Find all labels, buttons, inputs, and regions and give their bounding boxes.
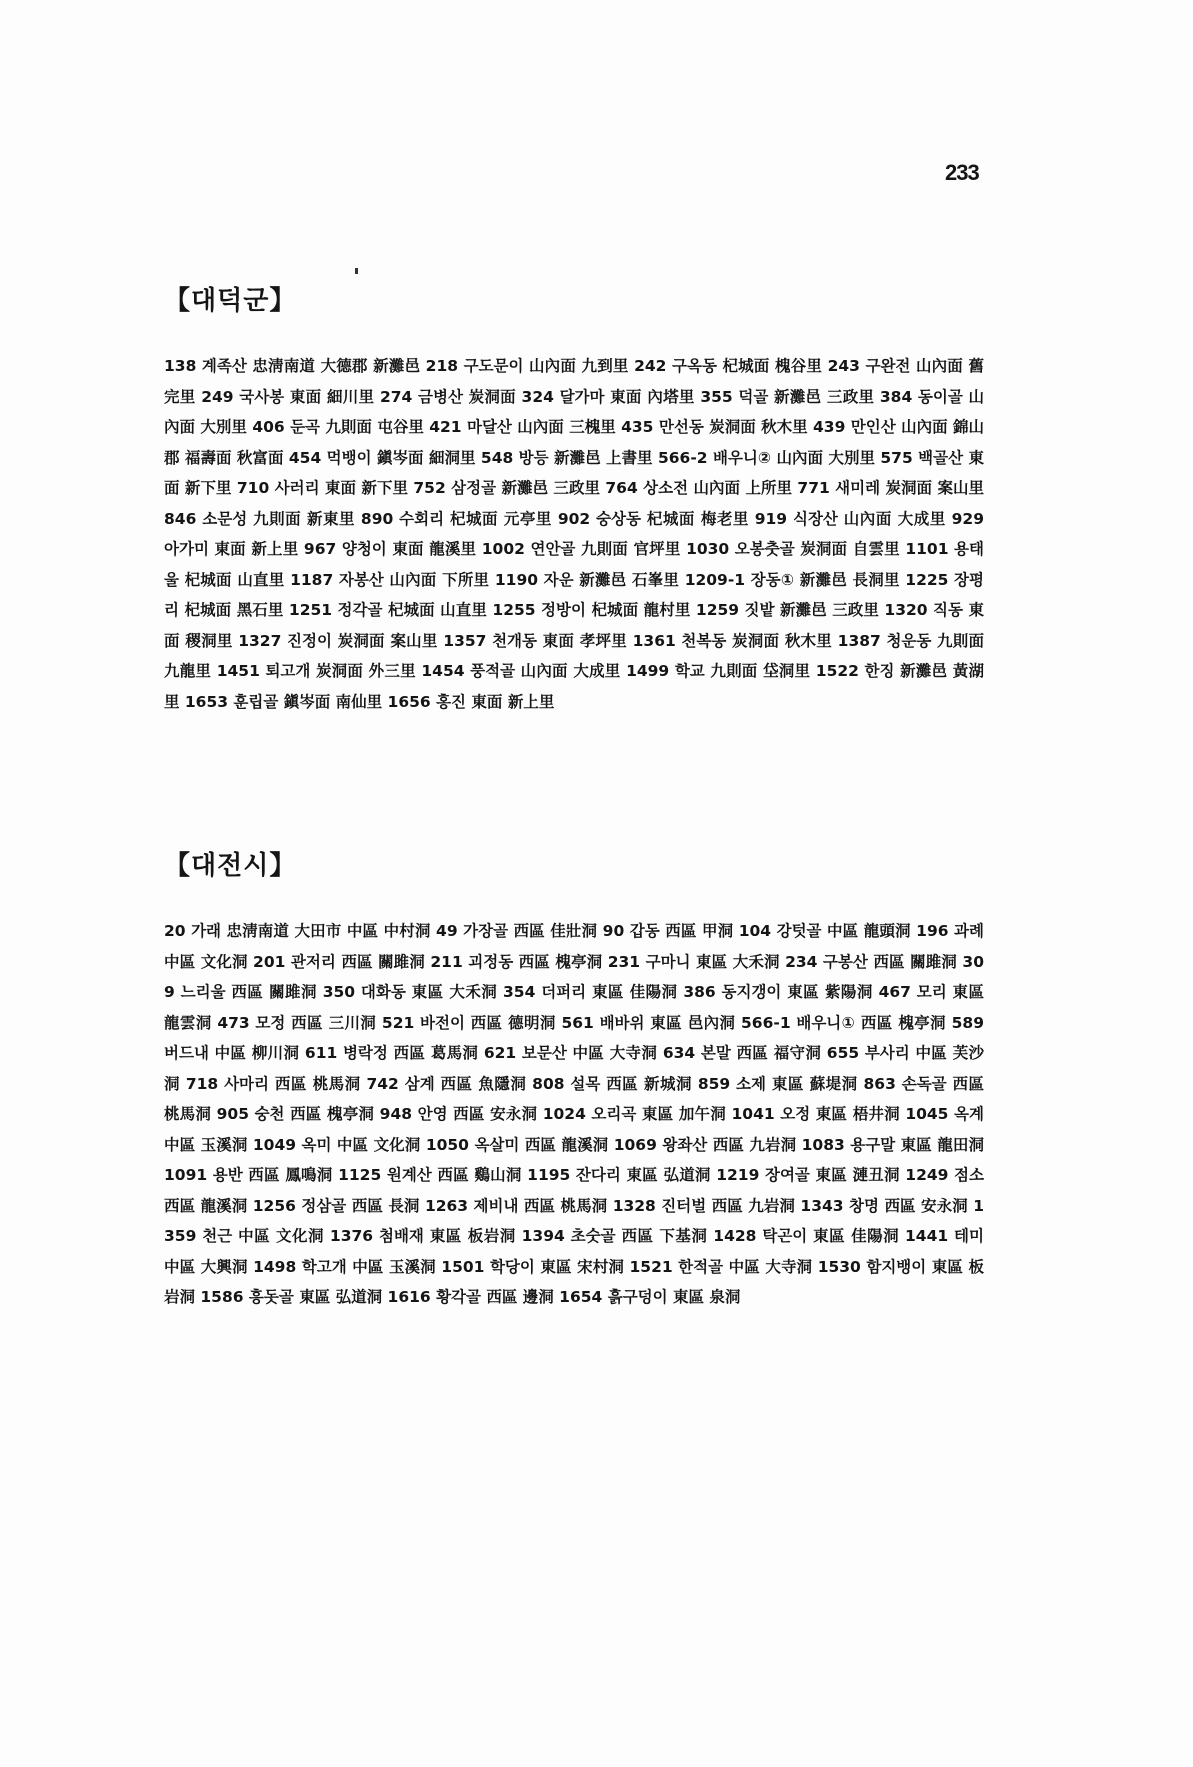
section-body: 20 가래 忠淸南道 大田市 中區 中村洞 49 가장골 西區 佳壯洞 90 갑동 西區 甲洞 104 강텃골 中區 龍頭洞 196 과례 中區 文化洞 201 관저리 西區 關雎洞 211 괴정동 西區 槐亭洞 231 구마니 東區 大禾洞 234 구봉산 西區 關雎洞 309 느리울 西區 關雎洞 350 대화동 東區 大禾洞 354 더퍼리 東區 佳陽洞 386 동지갱이 東區 紫陽洞 467 모리 東區 龍雲洞 473 모정 西區 三川洞 521 바전이 西區 德明洞 561 배바위 東區 邑內洞 566-1 배우니① 西區 槐亭洞 589 버드내 中區 柳川洞 611 병락정 西區 葛馬洞 621 보문산 中區 大寺洞 634 본말 西區 福守洞 655 부사리 中區 芙沙洞 718 사마리 西區 桃馬洞 742 삼계 西區 魚隱洞 808 설목 西區 新城洞 859 소제 東區 蘇堤洞 863 손독골 西區 桃馬洞 905 숭천 西區 槐亭洞 948 안영 西區 安永洞 1024 오리곡 東區 加午洞 1041 오정 東區 梧井洞 1045 옥계 中區 玉溪洞 1049 옥미 中區 文化洞 1050 옥살미 西區 龍溪洞 1069 왕좌산 西區 九岩洞 1083 용구말 東區 龍田洞 1091 용반 西區 鳳鳴洞 1125 원계산 西區 鷄山洞 1195 잔다리 東區 弘道洞 1219 장여골 東區 漣丑洞 1249 점소 西區 龍溪洞 1256 정삼골 西區 長洞 1263 제비내 西區 桃馬洞 1328 진터벌 西區 九岩洞 1343 창명 西區 安永洞 1359 천근 中區 文化洞 1376 첨배재 東區 板岩洞 1394 초숫골 西區 下基洞 1428 탁곤이 東區 佳陽洞 1441 테미 中區 大興洞 1498 학고개 中區 玉溪洞 1501 학당이 東區 宋村洞 1521 한적골 中區 大寺洞 1530 함지뱅이 東區 板岩洞 1586 흥돗골 東區 弘道洞 1616 황각골 西區 邊洞 1654 흙구덩이 東區 泉洞: [164, 922, 984, 1306]
section-daejeon-si: [164, 845, 984, 1313]
section-daedeok-gun: [164, 280, 984, 717]
section-body: 138 계족산 忠淸南道 大德郡 新灘邑 218 구도문이 山內面 九到里 242 구옥동 杞城面 槐谷里 243 구완전 山內面 舊完里 249 국사봉 東面 細川里 274 금병산 炭洞面 324 달가마 東面 內塔里 355 덕골 新灘邑 三政里 384 동이골 山內面 大別里 406 둔곡 九則面 屯谷里 421 마달산 山內面 三槐里 435 만선동 炭洞面 秋木里 439 만인산 山內面 錦山郡 福壽面 秋富面 454 먹뱅이 鎭岑面 細洞里 548 방등 新灘邑 上書里 566-2 배우니② 山內面 大別里 575 백골산 東面 新下里 710 사러리 東面 新下里 752 삼정골 新灘邑 三政里 764 상소전 山內面 上所里 771 새미레 炭洞面 案山里 846 소문성 九則面 新東里 890 수회리 杞城面 元亭里 902 숭상동 杞城面 梅老里 919 식장산 山內面 大成里 929 아가미 東面 新上里 967 양청이 東面 龍溪里 1002 연안골 九則面 官坪里 1030 오봉춧골 炭洞面 自雲里 1101 용태울 杞城面 山直里 1187 자봉산 山內面 下所里 1190 자운 新灘邑 石峯里 1209-1 장동① 新灘邑 長洞里 1225 장평리 杞城面 黑石里 1251 정각골 杞城面 山直里 1255 정방이 杞城面 龍村里 1259 짓밭 新灘邑 三政里 1320 직동 東面 稷洞里 1327 진정이 炭洞面 案山里 1357 천개동 東面 孝坪里 1361 천복동 炭洞面 秋木里 1387 청운동 九則面 九龍里 1451 퇴고개 炭洞面 外三里 1454 풍적골 山內面 大成里 1499 학교 九則面 垈洞里 1522 한징 新灘邑 黃湖里 1653 훈립골 鎭岑面 南仙里 1656 홍진 東面 新上里: [164, 357, 984, 711]
section-heading: 【대덕군】: [164, 286, 297, 316]
page-number: 233: [945, 160, 979, 185]
section-heading: 【대전시】: [164, 851, 297, 881]
stray-mark: [355, 268, 358, 274]
